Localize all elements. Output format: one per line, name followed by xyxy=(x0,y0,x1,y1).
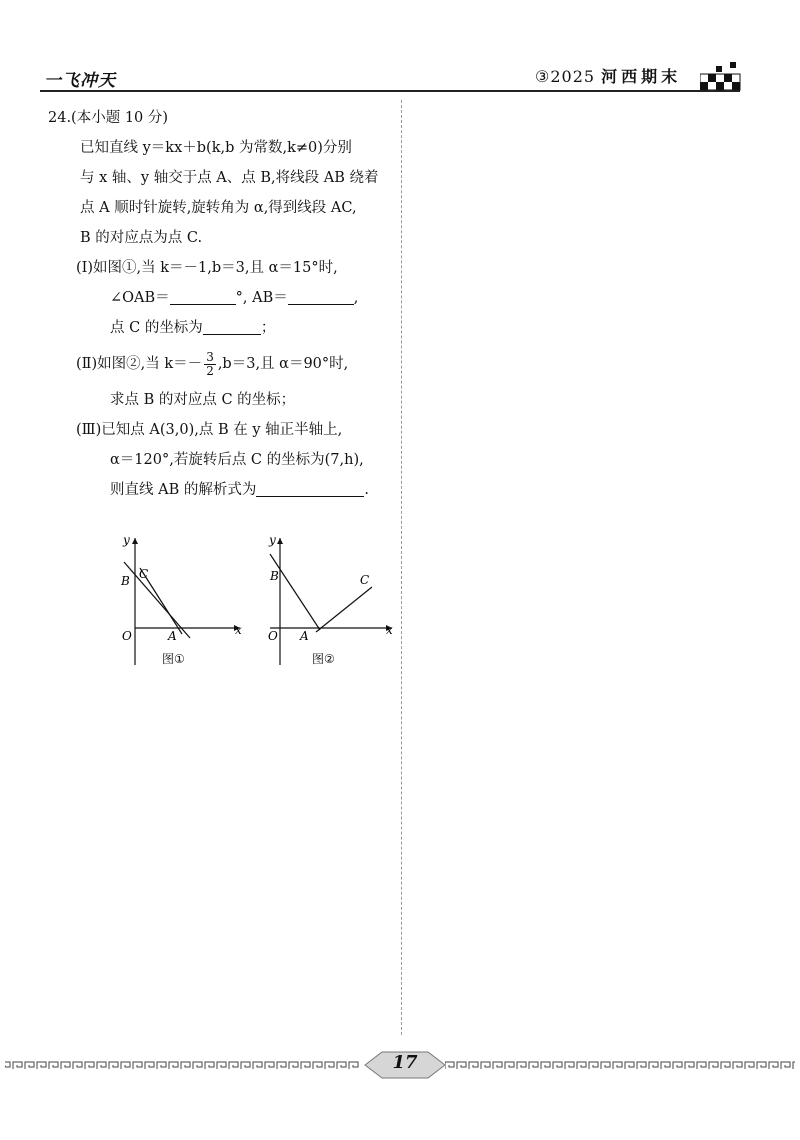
fig1-label-a: A xyxy=(168,629,177,643)
fig1-label-x: x xyxy=(235,623,242,637)
figure-2-caption: 图② xyxy=(312,652,335,666)
fig2-label-a: A xyxy=(300,629,309,643)
checker-decoration-icon xyxy=(700,60,744,92)
part3-line-2: α＝120°,若旋转后点 C 的坐标为(7,h), xyxy=(110,452,364,468)
fig1-line-ab xyxy=(124,562,190,638)
part1-ab-label: °, AB＝ xyxy=(235,290,288,306)
fraction-denominator: 2 xyxy=(206,363,214,378)
part3-analytic-label: 则直线 AB 的解析式为 xyxy=(110,482,257,498)
fig2-y-arrow-icon xyxy=(277,538,283,544)
part2-line-2: 求点 B 的对应点 C 的坐标； xyxy=(110,392,296,408)
ab-answer-blank[interactable] xyxy=(288,288,354,305)
fraction-three-halves xyxy=(204,351,216,378)
figures xyxy=(110,530,410,670)
header-title xyxy=(535,64,681,87)
part1-comma: , xyxy=(353,290,359,306)
fraction-numerator: 3 xyxy=(206,349,214,364)
figure-1-caption: 图① xyxy=(162,652,185,666)
figure-2 xyxy=(268,533,393,665)
fig2-label-x: x xyxy=(386,623,393,637)
part1-line-1: (Ⅰ)如图①,当 k＝－1,b＝3,且 α＝15°时, xyxy=(76,260,338,276)
figure-1 xyxy=(120,533,242,665)
part2-line-1 xyxy=(48,349,400,379)
fig2-label-y: y xyxy=(269,533,276,547)
intro-line-4: B 的对应点为点 C. xyxy=(80,230,203,246)
fig1-label-y: y xyxy=(123,533,130,547)
series-logo: 一飞冲天 xyxy=(44,71,116,91)
fig1-y-arrow-icon xyxy=(132,538,138,544)
part2-line-1b: ,b＝3,且 α＝90°时, xyxy=(217,356,349,372)
part3-line-3 xyxy=(48,475,400,505)
header-title-text: 河西期末 xyxy=(601,67,682,86)
part1-angle-label: ∠OAB＝ xyxy=(110,290,170,306)
angle-answer-blank[interactable] xyxy=(170,288,236,305)
analytic-answer-blank[interactable] xyxy=(256,480,364,497)
part1-line-3 xyxy=(48,313,400,343)
fig2-label-o: O xyxy=(268,629,278,643)
header-rule xyxy=(40,90,740,92)
footer-pattern-right-icon xyxy=(445,1060,795,1070)
fig1-label-b: B xyxy=(121,574,130,588)
intro-line-2: 与 x 轴、y 轴交于点 A、点 B,将线段 AB 绕着 xyxy=(80,170,379,186)
part1-line-2 xyxy=(48,283,400,313)
part1-c-label: 点 C 的坐标为 xyxy=(110,320,203,336)
header-title-number: ③2025 xyxy=(535,67,596,86)
fig2-label-b: B xyxy=(270,569,279,583)
part2-line-1a: (Ⅱ)如图②,当 k＝－ xyxy=(76,356,203,372)
intro-line-3: 点 A 顺时针旋转,旋转角为 α,得到线段 AC, xyxy=(80,200,357,216)
part3-line-1: (Ⅲ)已知点 A(3,0),点 B 在 y 轴正半轴上, xyxy=(76,422,343,438)
part1-semicolon: ； xyxy=(260,320,276,336)
fig1-label-o: O xyxy=(122,629,132,643)
fig2-line-ab xyxy=(270,554,320,630)
part3-period: . xyxy=(364,482,369,498)
fig1-label-c: C xyxy=(139,567,149,581)
intro-line-1: 已知直线 y＝kx＋b(k,b 为常数,k≠0)分别 xyxy=(80,140,352,156)
footer-pattern-left-icon xyxy=(5,1060,360,1070)
fig2-label-c: C xyxy=(360,573,370,587)
fig2-segment-ac xyxy=(316,587,372,632)
question-24 xyxy=(48,103,400,505)
page-number: 17 xyxy=(392,1052,418,1073)
question-number: 24.(本小题 10 分) xyxy=(48,110,169,126)
c-coord-answer-blank[interactable] xyxy=(203,318,261,335)
